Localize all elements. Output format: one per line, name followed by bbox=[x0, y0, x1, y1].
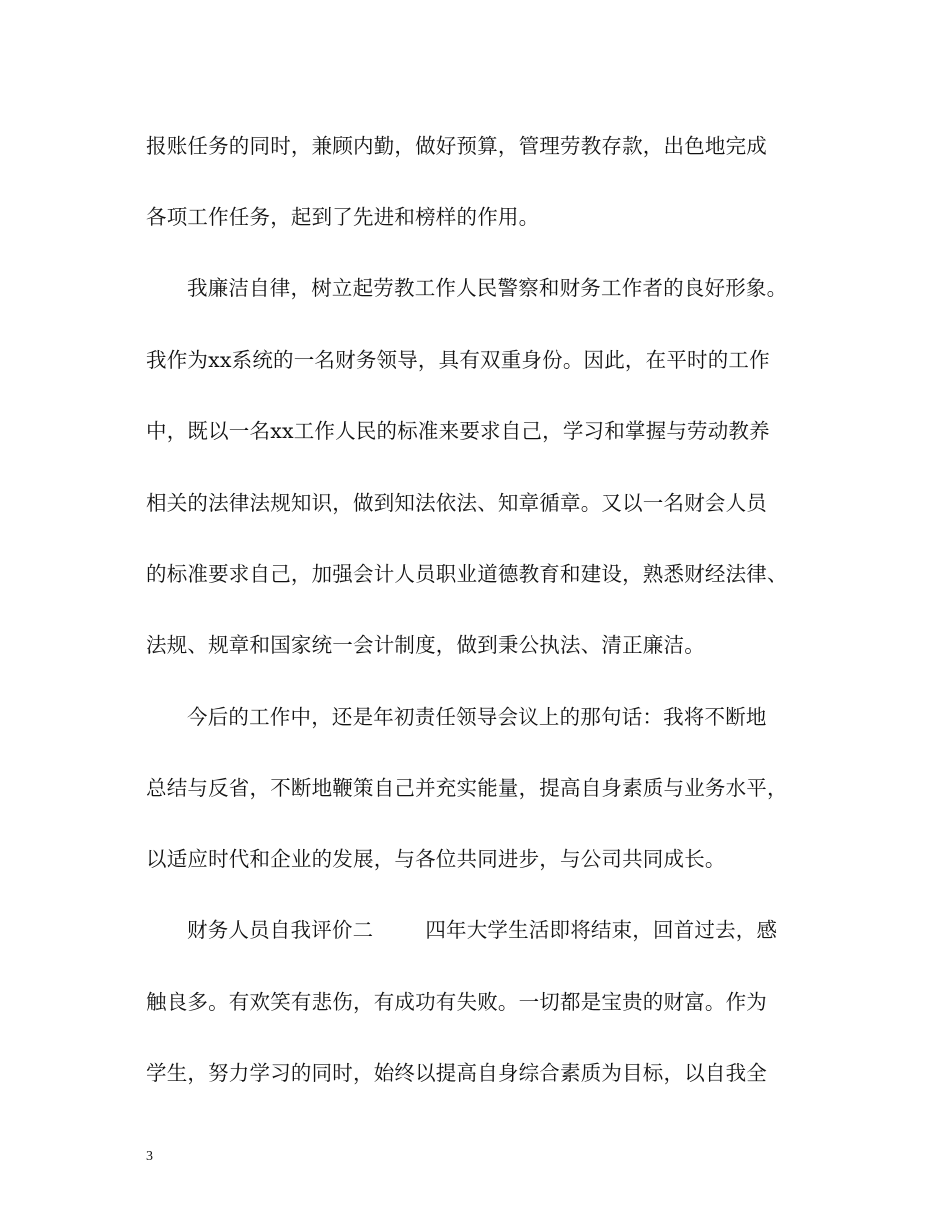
text-line-6: 相关的法律法规知识，做到知法依法、知章循章。又以一名财会人员 bbox=[146, 491, 767, 515]
text-line-4: 我作为xx系统的一名财务领导，具有双重身份。因此，在平时的工作 bbox=[146, 348, 770, 372]
text-line-8: 法规、规章和国家统一会计制度，做到秉公执法、清正廉洁。 bbox=[146, 633, 705, 657]
text-line-5: 中，既以一名xx工作人民的标准来要求自己，学习和掌握与劳动教养 bbox=[146, 419, 770, 443]
text-line-13: 触良多。有欢笑有悲伤，有成功有失败。一切都是宝贵的财富。作为 bbox=[146, 990, 767, 1014]
text-line-1: 报账任务的同时，兼顾内勤，做好预算，管理劳教存款，出色地完成 bbox=[146, 134, 767, 158]
section-text: 四年大学生活即将结束，回首过去，感 bbox=[425, 918, 778, 942]
text-line-2: 各项工作任务，起到了先进和榜样的作用。 bbox=[146, 205, 540, 229]
text-line-14: 学生，努力学习的同时，始终以提高自身综合素质为目标，以自我全 bbox=[146, 1061, 767, 1085]
text-line-11: 以适应时代和企业的发展，与各位共同进步，与公司共同成长。 bbox=[146, 847, 726, 871]
text-line-3: 我廉洁自律，树立起劳教工作人民警察和财务工作者的良好形象。 bbox=[187, 276, 788, 300]
text-line-10: 总结与反省，不断地鞭策自己并充实能量，提高自身素质与业务水平， bbox=[146, 776, 788, 800]
section-heading: 财务人员自我评价二 bbox=[187, 918, 374, 942]
text-line-9: 今后的工作中，还是年初责任领导会议上的那句话：我将不断地 bbox=[187, 705, 767, 729]
page-number: 3 bbox=[146, 1149, 153, 1164]
text-line-7: 的标准要求自己，加强会计人员职业道德教育和建设，熟悉财经法律、 bbox=[146, 562, 788, 586]
text-line-12 bbox=[187, 917, 777, 943]
